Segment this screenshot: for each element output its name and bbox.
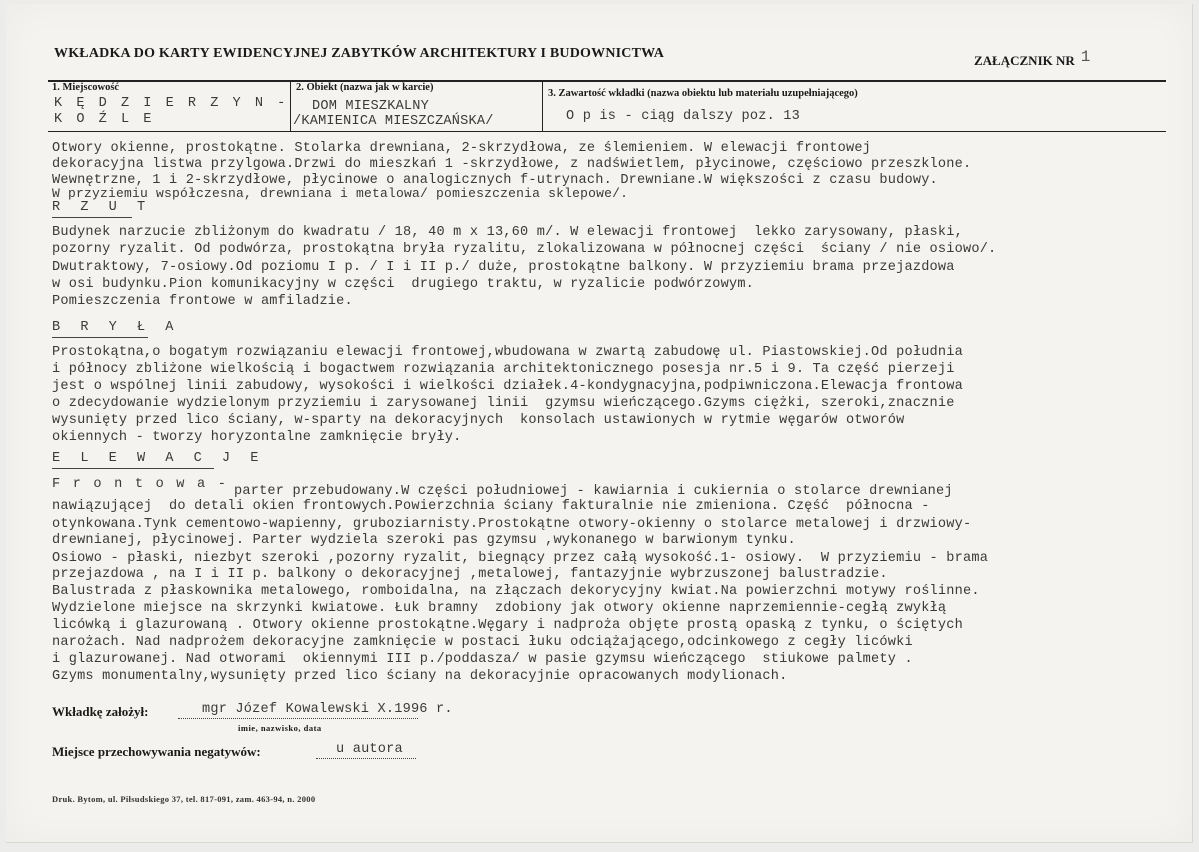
negatives-label: Miejsce przechowywania negatywów: — [52, 744, 261, 759]
elewacje-line-10: i glazurowanej. Nad otworami okiennymi III p./poddasza/ w pasie gzymsu wieńczącego stiukowe palmety . — [52, 652, 913, 667]
frontowa-first-line: parter przebudowany.W części południowej - kawiarnia i cukiernia o stolarce drewnianej — [234, 484, 953, 499]
rzut-line-2: pozorny ryzalit. Od podwórza, prostokątna bryła ryzalitu, zlokalizowana w północnej części ściany / nie osiowo/. — [52, 242, 997, 257]
section-underline-rzut — [52, 217, 132, 218]
elewacje-line-7: Wydzielone miejsce na skrzynki kwiatowe. Łuk bramny zdobiony jak otwory okienne naprzemiennie-cegłą zwykłą — [52, 601, 947, 616]
rzut-line-4: w osi budynku.Pion komunikacyjny w części drugiego traktu, w ryzalicie podwórzowym. — [52, 277, 755, 292]
bryla-line-2: i północy zbliżone wielkością i bogactwem rozwiązania architektonicznego posesja nr.5 i 9. Ta część pierzeji — [52, 362, 955, 377]
bryla-line-4: o zdecydowanie wydzielonym przyziemiu i zarysowanej linii gzymsu wieńczącego.Gzyms ciężki, szeroki,znacznie — [52, 396, 955, 411]
intro-line-4: W przyziemiu współczesna, drewniana i metalowa/ pomieszczenia sklepowe/. — [52, 186, 629, 201]
content-value: O p is - ciąg dalszy poz. 13 — [566, 109, 801, 124]
negatives-dotted-line — [316, 758, 416, 759]
bryla-line-3: jest o wspólnej linii zabudowy, wysokości i wielkości działek.4-kondygnacyjna,podpiwniczona.Elewacja frontowa — [52, 379, 963, 394]
object-value-line1: DOM MIESZKALNY — [312, 99, 430, 114]
object-label: 2. Obiekt (nazwa jak w karcie) — [296, 82, 434, 93]
locality-value-line1: K Ę D Z I E R Z Y N - — [54, 96, 289, 111]
document-sheet — [6, 4, 1193, 843]
frontowa-label: F r o n t o w a - — [52, 477, 229, 492]
bryla-line-5: wysunięty przed lico ściany, w-sparty na dekoracyjnych konsolach ustawionych w rytmie węgarów otworów — [52, 413, 905, 428]
founder-dotted-line — [178, 718, 418, 719]
rzut-line-1: Budynek narzucie zbliżonym do kwadratu / 18, 40 m x 13,60 m/. W elewacji frontowej lekko zarysowany, płaski, — [52, 225, 963, 240]
elewacje-line-9: narożach. Nad nadprożem dekoracyjne zamknięcie w postaci łuku odciążającego,odcinkowego z cegły licówki — [52, 635, 913, 650]
intro-line-1: Otwory okienne, prostokątne. Stolarka drewniana, 2-skrzydłowa, ze ślemieniem. W elewacji frontowej — [52, 141, 872, 156]
annex-label — [974, 48, 1091, 70]
elewacje-line-8: licówką i glazurowaną . Otwory okienne prostokątne.Węgary i nadproża objęte prostą opaską z tynku, o ściętych — [52, 618, 963, 633]
elewacje-line-6: Balustrada z płaskownika metalowego, romboidalna, na złączach dekorycyjny kwiat.Na powierzchni motywy roślinne. — [52, 584, 980, 599]
section-heading-elewacje: E L E W A C J E — [52, 451, 265, 466]
elewacje-line-4: Osiowo - płaski, niezbyt szeroki ,pozorny ryzalit, biegnący przez całą wysokość.1- osiowy. W przyziemiu - brama — [52, 551, 989, 566]
elewacje-line-1: nawiązującej do detali okien frontowych.Powierzchnia ściany fakturalnie nie zmieniona. Część północna - — [52, 499, 930, 514]
printer-imprint: Druk. Bytom, ul. Piłsudskiego 37, tel. 817-091, zam. 463-94, n. 2000 — [52, 794, 316, 804]
section-underline-elewacje — [52, 468, 214, 469]
elewacje-line-5: przejazdowa , na I i II p. balkony o dekoracyjnej ,metalowej, fantazyjnie wybrzuszonej balustradzie. — [52, 567, 888, 582]
header-bottom-rule — [48, 131, 1166, 132]
locality-value-line2: K O Ź L E — [54, 112, 155, 127]
field-divider-1 — [290, 80, 291, 132]
founder-label: Wkładkę założył: — [52, 704, 149, 719]
intro-line-2: dekoracyjna listwa przylgowa.Drzwi do mieszkań 1 -skrzydłowe, z nadświetlem, płycinowe, częściowo przeszklone. — [52, 157, 972, 172]
content-label: 3. Zawartość wkładki (nazwa obiektu lub materiału uzupełniającego) — [548, 88, 858, 99]
elewacje-line-11: Gzyms monumentalny,wysunięty przed lico ściany na dekoracyjnie opracowanych modylionach. — [52, 669, 788, 684]
founder-caption: imie, nazwisko, data — [238, 723, 322, 733]
object-value-line2: /KAMIENICA MIESZCZAŃSKA/ — [293, 114, 494, 129]
elewacje-line-2: otynkowana.Tynk cementowo-wapienny, gruboziarnisty.Prostokątne otwory-okienny o stolarce metalowej i drzwiowy- — [52, 517, 972, 532]
section-underline-bryla — [52, 337, 148, 338]
annex-label-text: ZAŁĄCZNIK NR — [974, 53, 1075, 68]
section-heading-bryla: B R Y Ł A — [52, 320, 180, 335]
negatives-value: u autora — [336, 742, 403, 757]
rzut-line-3: Dwutraktowy, 7-osiowy.Od poziomu I p. / I i II p./ duże, prostokątne balkony. W przyziemiu brama przejazdowa — [52, 260, 955, 275]
header-top-rule — [48, 80, 1166, 82]
founder-value: mgr Józef Kowalewski X.1996 r. — [202, 702, 453, 717]
form-title: WKŁADKA DO KARTY EWIDENCYJNEJ ZABYTKÓW ARCHITEKTURY I BUDOWNICTWA — [54, 46, 665, 61]
rzut-line-5: Pomieszczenia frontowe w amfiladzie. — [52, 294, 353, 309]
bryla-line-1: Prostokątna,o bogatym rozwiązaniu elewacji frontowej,wbudowana w zwartą zabudowę ul. Piastowskiej.Od południa — [52, 345, 963, 360]
annex-number: 1 — [1080, 48, 1091, 66]
locality-label: 1. Miejscowość — [52, 82, 120, 93]
intro-line-3: Wewnętrzne, 1 i 2-skrzydłowe, płycinowe o analogicznych f-utrynach. Drewniane.W większości z czasu budowy. — [52, 173, 938, 188]
field-divider-2 — [542, 80, 543, 132]
section-heading-rzut: R Z U T — [52, 200, 152, 215]
bryla-line-6: okiennych - tworzy horyzontalne zamknięcie bryły. — [52, 430, 462, 445]
elewacje-line-3: drewnianej, płycinowej. Parter wydziela szeroki pas gzymsu ,wykonanego w barwionym tynku. — [52, 533, 796, 548]
